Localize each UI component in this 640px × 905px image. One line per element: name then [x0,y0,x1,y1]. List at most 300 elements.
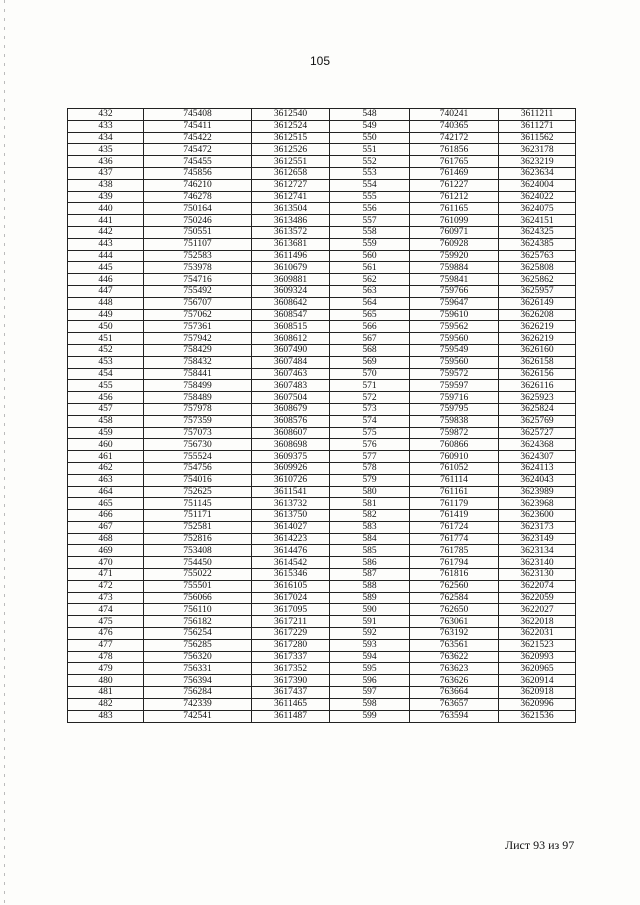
y-coordinate-cell: 3609324 [252,285,330,297]
y-coordinate-cell: 3608576 [252,415,330,427]
point-number-cell: 435 [68,144,144,156]
y-coordinate-cell: 3612524 [252,120,330,132]
table-row [68,510,576,522]
x-coordinate-cell: 761856 [410,144,499,156]
table-row [68,191,576,203]
point-number-cell: 457 [68,403,144,415]
x-coordinate-cell: 761774 [410,533,499,545]
point-number-cell: 566 [330,321,410,333]
y-coordinate-cell: 3620914 [499,675,576,687]
point-number-cell: 587 [330,569,410,581]
point-number-cell: 483 [68,710,144,723]
y-coordinate-cell: 3623173 [499,521,576,533]
y-coordinate-cell: 3607484 [252,356,330,368]
table-row [68,415,576,427]
x-coordinate-cell: 752581 [144,521,252,533]
point-number-cell: 443 [68,238,144,250]
point-number-cell: 463 [68,474,144,486]
y-coordinate-cell: 3613486 [252,215,330,227]
y-coordinate-cell: 3623130 [499,569,576,581]
table-row [68,604,576,616]
x-coordinate-cell: 761179 [410,498,499,510]
point-number-cell: 597 [330,687,410,699]
y-coordinate-cell: 3624004 [499,179,576,191]
point-number-cell: 448 [68,297,144,309]
y-coordinate-cell: 3607463 [252,368,330,380]
point-number-cell: 460 [68,439,144,451]
x-coordinate-cell: 754016 [144,474,252,486]
y-coordinate-cell: 3611541 [252,486,330,498]
point-number-cell: 577 [330,451,410,463]
x-coordinate-cell: 751107 [144,238,252,250]
y-coordinate-cell: 3626158 [499,356,576,368]
y-coordinate-cell: 3609375 [252,451,330,463]
y-coordinate-cell: 3623219 [499,156,576,168]
table-row [68,474,576,486]
point-number-cell: 465 [68,498,144,510]
point-number-cell: 442 [68,226,144,238]
point-number-cell: 434 [68,132,144,144]
y-coordinate-cell: 3625862 [499,274,576,286]
point-number-cell: 580 [330,486,410,498]
x-coordinate-cell: 759610 [410,309,499,321]
y-coordinate-cell: 3608698 [252,439,330,451]
x-coordinate-cell: 759560 [410,333,499,345]
point-number-cell: 441 [68,215,144,227]
x-coordinate-cell: 758441 [144,368,252,380]
point-number-cell: 567 [330,333,410,345]
x-coordinate-cell: 756182 [144,616,252,628]
point-number-cell: 557 [330,215,410,227]
y-coordinate-cell: 3623968 [499,498,576,510]
x-coordinate-cell: 756284 [144,687,252,699]
y-coordinate-cell: 3622027 [499,604,576,616]
x-coordinate-cell: 756320 [144,651,252,663]
coordinates-table [67,108,576,723]
x-coordinate-cell: 760971 [410,226,499,238]
y-coordinate-cell: 3625824 [499,403,576,415]
y-coordinate-cell: 3626149 [499,297,576,309]
point-number-cell: 456 [68,392,144,404]
point-number-cell: 464 [68,486,144,498]
y-coordinate-cell: 3625923 [499,392,576,404]
x-coordinate-cell: 756394 [144,675,252,687]
x-coordinate-cell: 757359 [144,415,252,427]
table-row [68,226,576,238]
x-coordinate-cell: 762560 [410,580,499,592]
point-number-cell: 593 [330,639,410,651]
y-coordinate-cell: 3617280 [252,639,330,651]
point-number-cell: 433 [68,120,144,132]
point-number-cell: 472 [68,580,144,592]
y-coordinate-cell: 3608642 [252,297,330,309]
x-coordinate-cell: 755501 [144,580,252,592]
x-coordinate-cell: 752625 [144,486,252,498]
point-number-cell: 565 [330,309,410,321]
point-number-cell: 560 [330,250,410,262]
point-number-cell: 480 [68,675,144,687]
y-coordinate-cell: 3612658 [252,167,330,179]
table-row [68,592,576,604]
x-coordinate-cell: 763192 [410,628,499,640]
table-row [68,109,576,121]
y-coordinate-cell: 3611496 [252,250,330,262]
point-number-cell: 590 [330,604,410,616]
y-coordinate-cell: 3622059 [499,592,576,604]
y-coordinate-cell: 3608612 [252,333,330,345]
table-row [68,663,576,675]
point-number-cell: 478 [68,651,144,663]
y-coordinate-cell: 3624385 [499,238,576,250]
point-number-cell: 591 [330,616,410,628]
x-coordinate-cell: 751171 [144,510,252,522]
table-row [68,498,576,510]
y-coordinate-cell: 3623989 [499,486,576,498]
y-coordinate-cell: 3624307 [499,451,576,463]
y-coordinate-cell: 3613572 [252,226,330,238]
y-coordinate-cell: 3617229 [252,628,330,640]
y-coordinate-cell: 3607483 [252,380,330,392]
point-number-cell: 571 [330,380,410,392]
x-coordinate-cell: 745422 [144,132,252,144]
y-coordinate-cell: 3608547 [252,309,330,321]
y-coordinate-cell: 3620965 [499,663,576,675]
coordinates-table-body [68,109,576,723]
x-coordinate-cell: 759572 [410,368,499,380]
y-coordinate-cell: 3612551 [252,156,330,168]
table-row [68,427,576,439]
table-row [68,698,576,710]
y-coordinate-cell: 3617437 [252,687,330,699]
y-coordinate-cell: 3622031 [499,628,576,640]
table-row [68,344,576,356]
y-coordinate-cell: 3622018 [499,616,576,628]
x-coordinate-cell: 756066 [144,592,252,604]
y-coordinate-cell: 3624325 [499,226,576,238]
table-row [68,439,576,451]
point-number-cell: 552 [330,156,410,168]
x-coordinate-cell: 740241 [410,109,499,121]
table-row [68,486,576,498]
point-number-cell: 581 [330,498,410,510]
x-coordinate-cell: 759597 [410,380,499,392]
x-coordinate-cell: 753408 [144,545,252,557]
table-row [68,675,576,687]
table-row [68,557,576,569]
point-number-cell: 550 [330,132,410,144]
point-number-cell: 569 [330,356,410,368]
x-coordinate-cell: 742541 [144,710,252,723]
y-coordinate-cell: 3608679 [252,403,330,415]
y-coordinate-cell: 3607504 [252,392,330,404]
y-coordinate-cell: 3614027 [252,521,330,533]
point-number-cell: 432 [68,109,144,121]
x-coordinate-cell: 759884 [410,262,499,274]
point-number-cell: 588 [330,580,410,592]
y-coordinate-cell: 3623140 [499,557,576,569]
point-number-cell: 437 [68,167,144,179]
x-coordinate-cell: 740365 [410,120,499,132]
y-coordinate-cell: 3613681 [252,238,330,250]
x-coordinate-cell: 763664 [410,687,499,699]
x-coordinate-cell: 745408 [144,109,252,121]
table-row [68,120,576,132]
point-number-cell: 479 [68,663,144,675]
point-number-cell: 461 [68,451,144,463]
y-coordinate-cell: 3623134 [499,545,576,557]
x-coordinate-cell: 742172 [410,132,499,144]
x-coordinate-cell: 757978 [144,403,252,415]
table-row [68,569,576,581]
point-number-cell: 595 [330,663,410,675]
x-coordinate-cell: 763626 [410,675,499,687]
x-coordinate-cell: 763561 [410,639,499,651]
table-row [68,628,576,640]
table-row [68,238,576,250]
point-number-cell: 548 [330,109,410,121]
x-coordinate-cell: 753978 [144,262,252,274]
x-coordinate-cell: 757361 [144,321,252,333]
table-row [68,639,576,651]
y-coordinate-cell: 3623149 [499,533,576,545]
y-coordinate-cell: 3612741 [252,191,330,203]
y-coordinate-cell: 3624113 [499,462,576,474]
x-coordinate-cell: 754756 [144,462,252,474]
y-coordinate-cell: 3626219 [499,333,576,345]
x-coordinate-cell: 761161 [410,486,499,498]
point-number-cell: 578 [330,462,410,474]
x-coordinate-cell: 759549 [410,344,499,356]
y-coordinate-cell: 3620918 [499,687,576,699]
point-number-cell: 599 [330,710,410,723]
x-coordinate-cell: 761469 [410,167,499,179]
point-number-cell: 554 [330,179,410,191]
x-coordinate-cell: 758432 [144,356,252,368]
point-number-cell: 573 [330,403,410,415]
point-number-cell: 445 [68,262,144,274]
y-coordinate-cell: 3626116 [499,380,576,392]
x-coordinate-cell: 762584 [410,592,499,604]
y-coordinate-cell: 3613732 [252,498,330,510]
y-coordinate-cell: 3626219 [499,321,576,333]
point-number-cell: 561 [330,262,410,274]
table-row [68,250,576,262]
x-coordinate-cell: 750551 [144,226,252,238]
x-coordinate-cell: 742339 [144,698,252,710]
point-number-cell: 583 [330,521,410,533]
y-coordinate-cell: 3626208 [499,309,576,321]
x-coordinate-cell: 745472 [144,144,252,156]
y-coordinate-cell: 3620996 [499,698,576,710]
table-row [68,451,576,463]
point-number-cell: 558 [330,226,410,238]
y-coordinate-cell: 3620993 [499,651,576,663]
point-number-cell: 585 [330,545,410,557]
point-number-cell: 575 [330,427,410,439]
point-number-cell: 477 [68,639,144,651]
table-row [68,380,576,392]
x-coordinate-cell: 756254 [144,628,252,640]
x-coordinate-cell: 761052 [410,462,499,474]
x-coordinate-cell: 763623 [410,663,499,675]
point-number-cell: 449 [68,309,144,321]
y-coordinate-cell: 3611271 [499,120,576,132]
table-row [68,687,576,699]
point-number-cell: 476 [68,628,144,640]
table-row [68,167,576,179]
point-number-cell: 556 [330,203,410,215]
y-coordinate-cell: 3626156 [499,368,576,380]
point-number-cell: 568 [330,344,410,356]
point-number-cell: 589 [330,592,410,604]
x-coordinate-cell: 759838 [410,415,499,427]
y-coordinate-cell: 3611487 [252,710,330,723]
x-coordinate-cell: 745455 [144,156,252,168]
table-row [68,179,576,191]
table-row [68,392,576,404]
table-row [68,616,576,628]
y-coordinate-cell: 3608607 [252,427,330,439]
y-coordinate-cell: 3614476 [252,545,330,557]
point-number-cell: 475 [68,616,144,628]
point-number-cell: 594 [330,651,410,663]
x-coordinate-cell: 751145 [144,498,252,510]
binding-edge [4,0,5,905]
x-coordinate-cell: 746278 [144,191,252,203]
y-coordinate-cell: 3624022 [499,191,576,203]
point-number-cell: 598 [330,698,410,710]
table-row [68,710,576,723]
x-coordinate-cell: 759841 [410,274,499,286]
x-coordinate-cell: 761165 [410,203,499,215]
point-number-cell: 592 [330,628,410,640]
y-coordinate-cell: 3610679 [252,262,330,274]
y-coordinate-cell: 3612526 [252,144,330,156]
point-number-cell: 447 [68,285,144,297]
x-coordinate-cell: 763657 [410,698,499,710]
point-number-cell: 451 [68,333,144,345]
table-row [68,132,576,144]
y-coordinate-cell: 3610726 [252,474,330,486]
y-coordinate-cell: 3617095 [252,604,330,616]
x-coordinate-cell: 761724 [410,521,499,533]
point-number-cell: 453 [68,356,144,368]
y-coordinate-cell: 3609881 [252,274,330,286]
table-row [68,368,576,380]
x-coordinate-cell: 758499 [144,380,252,392]
x-coordinate-cell: 755524 [144,451,252,463]
point-number-cell: 466 [68,510,144,522]
point-number-cell: 471 [68,569,144,581]
x-coordinate-cell: 761099 [410,215,499,227]
point-number-cell: 551 [330,144,410,156]
point-number-cell: 455 [68,380,144,392]
point-number-cell: 481 [68,687,144,699]
y-coordinate-cell: 3621536 [499,710,576,723]
x-coordinate-cell: 759562 [410,321,499,333]
x-coordinate-cell: 757942 [144,333,252,345]
point-number-cell: 549 [330,120,410,132]
x-coordinate-cell: 762650 [410,604,499,616]
table-row [68,356,576,368]
y-coordinate-cell: 3624368 [499,439,576,451]
point-number-cell: 596 [330,675,410,687]
table-row [68,309,576,321]
point-number-cell: 436 [68,156,144,168]
y-coordinate-cell: 3614223 [252,533,330,545]
x-coordinate-cell: 759872 [410,427,499,439]
y-coordinate-cell: 3611562 [499,132,576,144]
point-number-cell: 562 [330,274,410,286]
x-coordinate-cell: 763622 [410,651,499,663]
table-row [68,580,576,592]
y-coordinate-cell: 3625808 [499,262,576,274]
x-coordinate-cell: 758489 [144,392,252,404]
x-coordinate-cell: 759560 [410,356,499,368]
y-coordinate-cell: 3608515 [252,321,330,333]
table-row [68,462,576,474]
x-coordinate-cell: 761212 [410,191,499,203]
x-coordinate-cell: 759795 [410,403,499,415]
table-row [68,651,576,663]
y-coordinate-cell: 3612540 [252,109,330,121]
point-number-cell: 474 [68,604,144,616]
y-coordinate-cell: 3612515 [252,132,330,144]
x-coordinate-cell: 761765 [410,156,499,168]
y-coordinate-cell: 3616105 [252,580,330,592]
x-coordinate-cell: 759920 [410,250,499,262]
point-number-cell: 555 [330,191,410,203]
point-number-cell: 450 [68,321,144,333]
y-coordinate-cell: 3607490 [252,344,330,356]
table-row [68,297,576,309]
point-number-cell: 439 [68,191,144,203]
x-coordinate-cell: 754450 [144,557,252,569]
x-coordinate-cell: 756110 [144,604,252,616]
table-row [68,321,576,333]
x-coordinate-cell: 755492 [144,285,252,297]
y-coordinate-cell: 3622074 [499,580,576,592]
point-number-cell: 572 [330,392,410,404]
y-coordinate-cell: 3625727 [499,427,576,439]
x-coordinate-cell: 761816 [410,569,499,581]
point-number-cell: 473 [68,592,144,604]
x-coordinate-cell: 759716 [410,392,499,404]
point-number-cell: 462 [68,462,144,474]
point-number-cell: 446 [68,274,144,286]
x-coordinate-cell: 761794 [410,557,499,569]
table-row [68,545,576,557]
y-coordinate-cell: 3621523 [499,639,576,651]
y-coordinate-cell: 3617390 [252,675,330,687]
point-number-cell: 468 [68,533,144,545]
point-number-cell: 582 [330,510,410,522]
point-number-cell: 438 [68,179,144,191]
x-coordinate-cell: 752816 [144,533,252,545]
x-coordinate-cell: 760928 [410,238,499,250]
point-number-cell: 570 [330,368,410,380]
y-coordinate-cell: 3624151 [499,215,576,227]
y-coordinate-cell: 3624075 [499,203,576,215]
y-coordinate-cell: 3623600 [499,510,576,522]
point-number-cell: 564 [330,297,410,309]
table-row [68,333,576,345]
y-coordinate-cell: 3609926 [252,462,330,474]
x-coordinate-cell: 758429 [144,344,252,356]
x-coordinate-cell: 756707 [144,297,252,309]
y-coordinate-cell: 3611465 [252,698,330,710]
y-coordinate-cell: 3613504 [252,203,330,215]
